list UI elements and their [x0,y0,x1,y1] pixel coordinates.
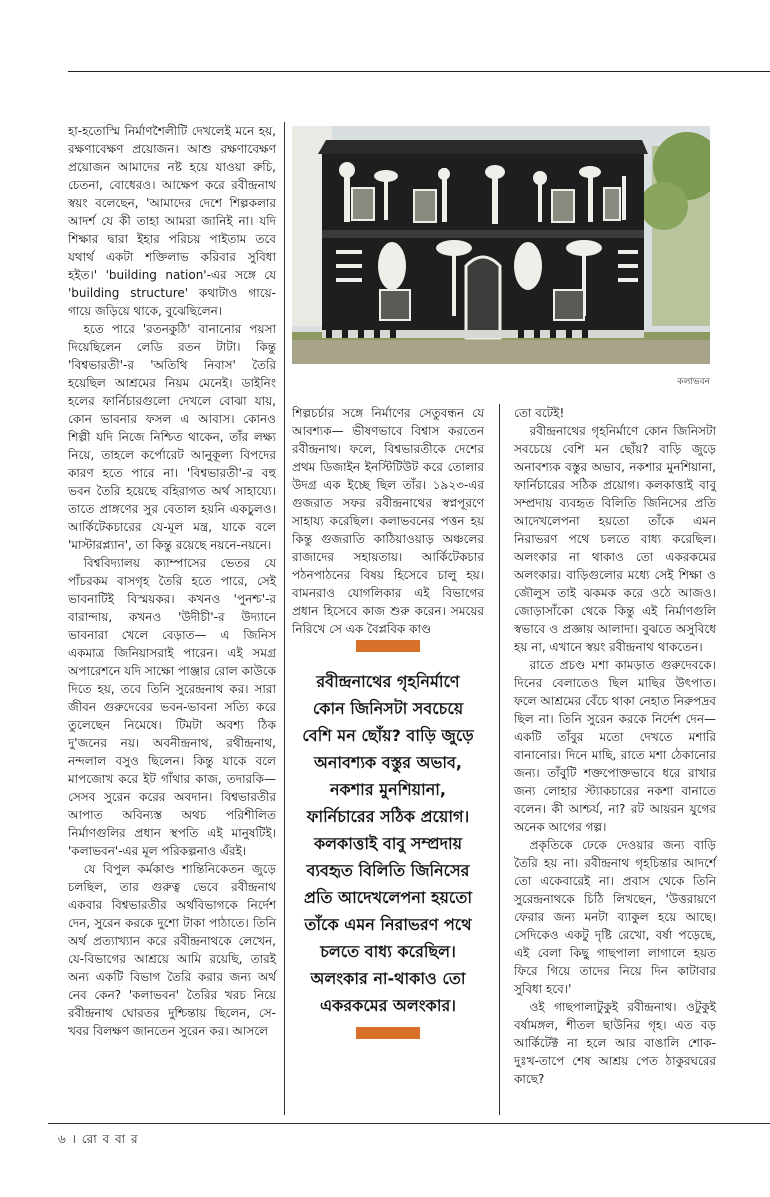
paragraph: যে বিপুল কর্মকাণ্ড শান্তিনিকেতন জুড়ে চলছিল, তার গুরুত্ব ভেবে রবীন্দ্রনাথ একবার বিশ্বভারতীর অর্থবিভাগকে নির্দেশ দেন, সুরেন করকে দুশো টাকা পাঠাতে। তিনি অর্থ প্রত্যাখ্যান করে রবীন্দ্রনাথকে লেখেন, যে-বিভাগের আশ্রয়ে আমি রয়েছি, তারই অন্য একটি বিভাগ তৈরি করার জন্য অর্থ নেব কেন? 'কলাভবন' তৈরির খরচ নিয়ে রবীন্দ্রনাথ ঘোরতর দুশ্চিন্তায় ছিলেন, সে-খবর বিলক্ষণ জানতেন সুরেন কর। আসলে [68,862,276,1038]
column-divider [284,122,285,1115]
paragraph: রাতে প্রচণ্ড মশা কামড়াত গুরুদেবকে। দিনের বেলাতেও ছিল মাছির উৎপাত। ফলে আশ্রমের বেঁচে থাকা নেহাত নিরুপদ্রব ছিল না। তিনি সুরেন করকে নির্দেশ দেন— একটি তাঁবুর মতো দেখতে মশারি বানানোর। দিনে মাছি, রাতে মশা ঠেকানোর জন্য। তাঁবুটি শক্তপোক্তভাবে ধরে রাখার জন্য লোহার স্ট্যাকচারের নকশা বানাতে বলেন। কী আশ্চর্য, না? রট আয়রন যুগের অনেক আগের গল্প। [514,658,716,834]
paragraph: বিশ্ববিদ্যালয় ক্যাম্পাসের ভেতর যে পাঁচরকম বাসগৃহ তৈরি হতে পারে, সেই ভাবনাটিই বিস্ময়কর। কখনও 'পুনশ্চ'-র বারান্দায়, কখনও 'উদীচী'-র উদ্যানে ভাবনারা খেলে বেড়াত— এ জিনিস একমাত্র জিনিয়াসরাই পারেন। এই সমগ্র অপারেশনে যদি সাক্ষো পাঞ্জার রোল কাউকে দিতে হয়, তবে তিনি সুরেন্দ্রনাথ কর। সারা জীবন গুরুদেবের ভবন-ভাবনা সত্যি করে তুলেছেন নিমেষে। টিমটা অবশ্য ঠিক দু'জনের নয়। অবনীন্দ্রনাথ, রথীন্দ্রনাথ, নন্দলাল বসুও ছিলেন। কিন্তু যাকে বলে মাপজোখ করে ইট গাঁথার কাজ, তদারকি— সেসব সুরেন করের অবদান। বিশ্বভারতীর আপাত অবিন্যস্ত অথচ পরিশীলিত নির্মাণগুলির প্রধান স্থপতি এই মানুষটিই। 'কলাভবন'-এর মূল পরিকল্পনাও এঁরই। [68,556,276,858]
article-column-2 [292,404,484,638]
pull-quote [298,640,478,1039]
paragraph: হা-হতোস্মি নির্মাণশৈলীটি দেখলেই মনে হয়, রক্ষণাবেক্ষণ প্রয়োজন। আশু রক্ষণাবেক্ষণ প্রয়োজন আমাদের নষ্ট হয়ে যাওয়া রুচি, চেতনা, বোধেরও। আক্ষেপ করে রবীন্দ্রনাথ স্বয়ং বলেছেন, 'আমাদের দেশে শিল্পকলার আদর্শ যে কী তাহা আমরা জানিই না। যদি শিক্ষার দ্বারা ইহার পরিচয় পাইতাম তবে যথার্থ একটা শক্তিলাভ করিবার সুবিধা হইত।' 'building nation'-এর সঙ্গে যে 'building structure' কথাটাও গায়ে-গায়ে জড়িয়ে থাকে, বুঝেছিলেন। [68,124,276,318]
pull-quote-accent-bottom [356,1027,420,1039]
footer-rule [48,1123,770,1124]
article-column-1 [68,122,276,1040]
paragraph: রবীন্দ্রনাথের গৃহনির্মাণে কোন জিনিসটা সবচেয়ে বেশি মন ছোঁয়? বাড়ি জুড়ে অনাবশ্যক বস্তুর অভাব, নকশার মুনশিয়ানা, ফার্নিচারের সঠিক প্রয়োগ। কলকাত্তাই বাবু সম্প্রদায় ব্যবহৃত বিলিতি জিনিসের প্রতি আদেখলেপনা হয়তো তাঁকে এমন নিরাভরণ পথে চলতে বাধ্য করেছিল। অলংকার না থাকাও তো একরকমের অলংকার। বাড়িগুলোর মধ্যে সেই শিক্ষা ও জৌলুস তাই ঝকমক করে ওঠে আজও। জোড়াসাঁকো থেকে কিন্তু এই নির্মাণগুলি স্বভাবে ও প্রজ্ঞায় আলাদা। বুঝতে অসুবিধে হয় না, এখানে স্বয়ং রবীন্দ্রনাথ থাকতেন। [514,424,716,654]
kala-bhavana-photo [292,126,710,364]
paragraph: তো বটেই! [514,406,565,420]
header-rule [68,71,770,72]
paragraph: হতে পারে 'রতনকুঠি' বানানোর পয়সা দিয়েছিলেন লেডি রতন টাটা। কিন্তু 'বিশ্বভারতী'-র 'অতিথি নিবাস' তৈরি হয়েছিল আশ্রমের নিয়ম মেনেই। ডাইনিং হলের ফার্নিচারগুলো দেখলে বোঝা যায়, কোন ভাবনার ফসল এ আবাস। কোনও শিল্পী যদি নিজে নিশ্চিত থাকেন, তাঁর লক্ষ্য নিয়ে, তাহলে কর্পোরেট আনুকূল্য বিপদের কারণ হতে পারে না। 'বিশ্বভারতী'-র বহু ভবন তৈরি হয়েছে বহিরাগত অর্থ সাহায্যে। তাতে প্রাঙ্গণের সুর বেতাল হয়নি একচুলও। আর্কিটেকচারের যে-মূল মন্ত্র, যাকে বলে 'মাস্টারপ্ল্যান', তা কিন্তু রয়েছে নয়নে-নয়নে। [68,322,276,552]
paragraph: ওই গাছপালাটুকুই রবীন্দ্রনাথ। ওটুকুই বর্ষামঙ্গল, শীতল ছাউনির গৃহ। এত বড় আর্কিটেক্ট না হলে আর বাঙালি শোক-দুঃখ-তাপে শেষ আশ্রয় পেত ঠাকুরঘরের কাছে? [514,1000,716,1086]
page-footer: ৬ । রো ব বা র [58,1132,139,1146]
pull-quote-accent-top [356,640,420,652]
photo-caption: কলাভবন [677,377,710,387]
paragraph: শিল্পচর্চার সঙ্গে নির্মাণের সেতুবন্ধন যে আবশ্যক— ভীষণভাবে বিশ্বাস করতেন রবীন্দ্রনাথ। ফলে, বিশ্বভারতীকে দেশের প্রথম ডিজাইন ইনস্টিটিউট করে তোলার উদগ্র এক ইচ্ছে ছিল তাঁর। ১৯২৩-এর গুজরাত সফর রবীন্দ্রনাথের স্বপ্নপূরণে সাহায্য করেছিল। কলাভবনের পত্তন হয় কিন্তু গুজরাতি কাঠিয়াওয়াড় অঞ্চলের রাজাদের সহায়তায়। আর্কিটেকচার পঠনপাঠনের বিষয় হিসেবে চালু হয়। বামনরাও যোগলিকার এই বিভাগের প্রধান হিসেবে কাজ শুরু করেন। সময়ের নিরিখে সে এক বৈপ্লবিক কাণ্ড [292,406,484,636]
pull-quote-text: রবীন্দ্রনাথের গৃহনির্মাণে কোন জিনিসটা সবচেয়ে বেশি মন ছোঁয়? বাড়ি জুড়ে অনাবশ্যক বস্তুর অভাব, নকশার মুনশিয়ানা, ফার্নিচারের সঠিক প্রয়োগ। কলকাত্তাই বাবু সম্প্রদায় ব্যবহৃত বিলিতি জিনিসের প্রতি আদেখলেপনা হয়তো তাঁকে এমন নিরাভরণ পথে চলতে বাধ্য করেছিল। অলংকার না-থাকাও তো একরকমের অলংকার। [302,672,474,1015]
column-divider [499,404,500,1115]
paragraph: প্রকৃতিকে ঢেকে দেওয়ার জন্য বাড়ি তৈরি হয় না। রবীন্দ্রনাথ গৃহচিন্তার আদর্শে তো একেবারেই না। প্রবাস থেকে তিনি সুরেন্দ্রনাথকে চিঠি লিখছেন, 'উত্তরায়ণে ফেরার জন্য মনটা ব্যাকুল হয়ে আছে। সেদিকেও একটু দৃষ্টি রেখো, বর্ষা পড়েছে, এই বেলা কিছু গাছপালা লাগালে হয়ত ফিরে গিয়ে তাদের নিয়ে দিন কাটাবার সুবিধা হবে।' [514,838,716,996]
article-column-3 [514,404,716,1088]
